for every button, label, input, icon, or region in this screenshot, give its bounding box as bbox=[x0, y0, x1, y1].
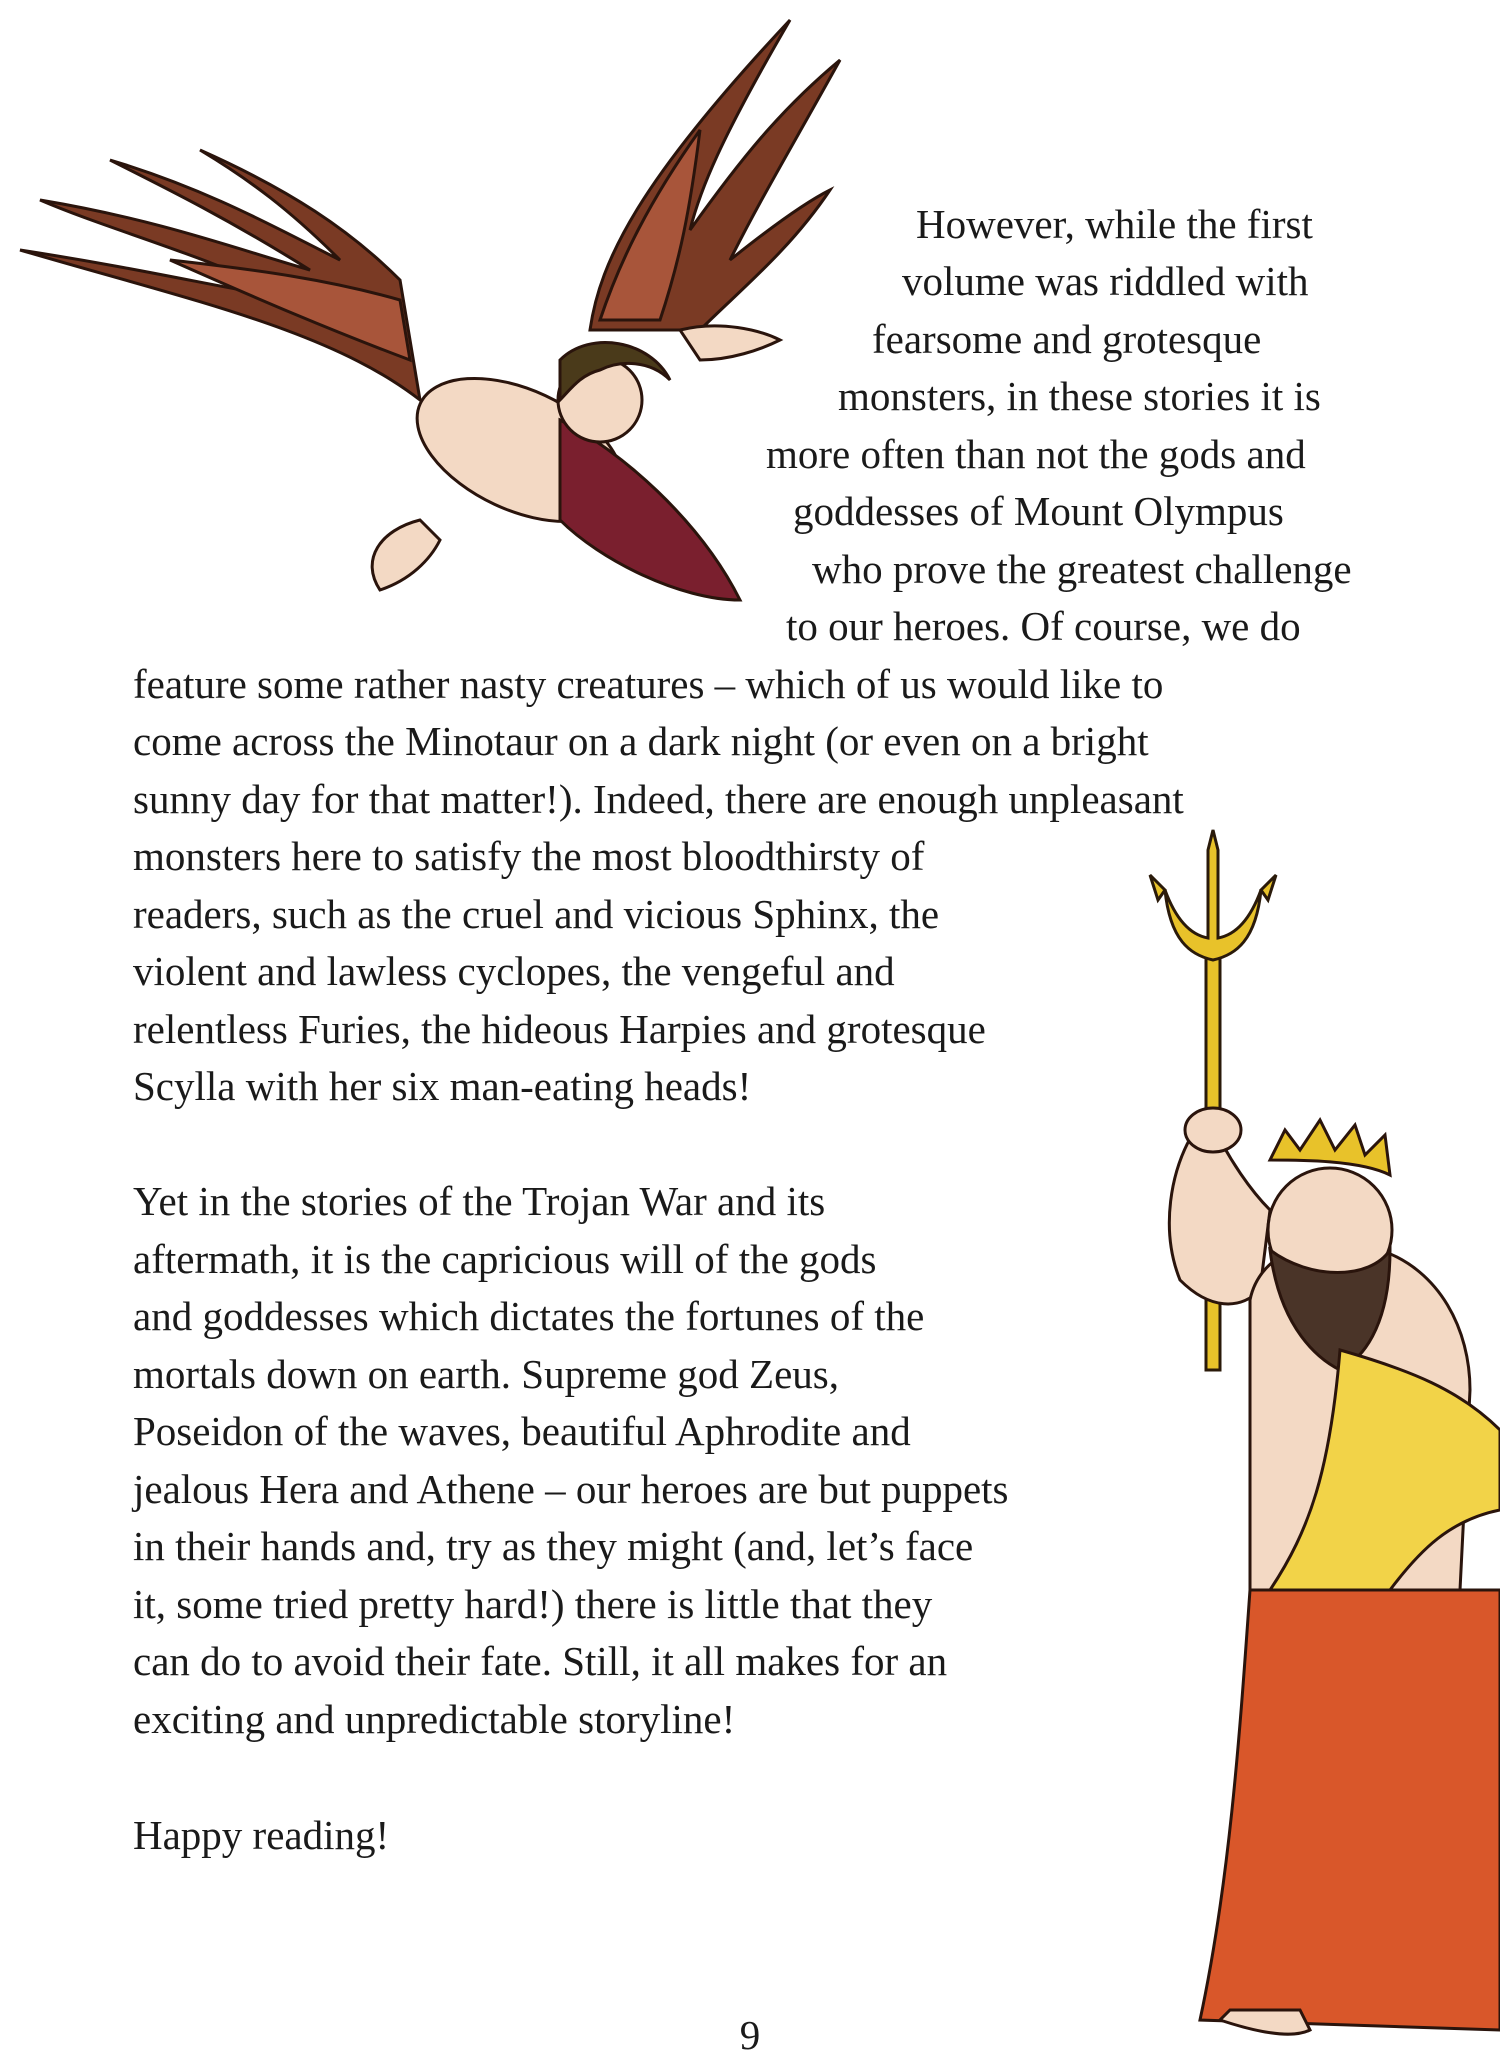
harpy-body bbox=[372, 326, 780, 600]
text-line: jealous Hera and Athene – our heroes are but puppets bbox=[133, 1466, 1009, 1512]
text-line: readers, such as the cruel and vicious Sphinx, the bbox=[133, 891, 940, 937]
text-line: it, some tried pretty hard!) there is little that they bbox=[133, 1581, 933, 1627]
zeus-figure bbox=[1169, 1108, 1500, 2034]
text-line: exciting and unpredictable storyline! bbox=[133, 1696, 736, 1742]
text-line: who prove the greatest challenge bbox=[812, 546, 1352, 592]
text-line: feature some rather nasty creatures – which of us would like to bbox=[133, 661, 1164, 707]
text-line: goddesses of Mount Olympus bbox=[793, 488, 1284, 534]
harpy-illustration bbox=[0, 0, 870, 620]
harpy-left-wing bbox=[20, 150, 420, 400]
text-line: monsters, in these stories it is bbox=[838, 373, 1321, 419]
text-line: relentless Furies, the hideous Harpies and grotesque bbox=[133, 1006, 986, 1052]
text-line: aftermath, it is the capricious will of the gods bbox=[133, 1236, 877, 1282]
text-line: come across the Minotaur on a dark night (or even on a bright bbox=[133, 718, 1149, 764]
text-line: violent and lawless cyclopes, the vengeful and bbox=[133, 948, 895, 994]
text-line: fearsome and grotesque bbox=[872, 316, 1262, 362]
text-line: mortals down on earth. Supreme god Zeus, bbox=[133, 1351, 839, 1397]
text-line: more often than not the gods and bbox=[766, 431, 1306, 477]
text-line: can do to avoid their fate. Still, it all makes for an bbox=[133, 1638, 948, 1684]
closing-line: Happy reading! bbox=[133, 1812, 390, 1858]
text-line: monsters here to satisfy the most bloodthirsty of bbox=[133, 833, 925, 879]
text-line: Poseidon of the waves, beautiful Aphrodite and bbox=[133, 1408, 911, 1454]
text-line: Scylla with her six man-eating heads! bbox=[133, 1063, 752, 1109]
zeus-illustration bbox=[1090, 830, 1500, 2058]
page-number: 9 bbox=[739, 2012, 761, 2058]
harpy-right-wing bbox=[590, 20, 840, 330]
text-line: and goddesses which dictates the fortunes of the bbox=[133, 1293, 925, 1339]
text-line: sunny day for that matter!). Indeed, there are enough unpleasant bbox=[133, 776, 1184, 822]
text-line: volume was riddled with bbox=[902, 258, 1309, 304]
text-line: Yet in the stories of the Trojan War and its bbox=[133, 1178, 826, 1224]
text-line: to our heroes. Of course, we do bbox=[786, 603, 1301, 649]
text-line: in their hands and, try as they might (and, let’s face bbox=[133, 1523, 974, 1569]
text-line: However, while the first bbox=[916, 201, 1313, 247]
